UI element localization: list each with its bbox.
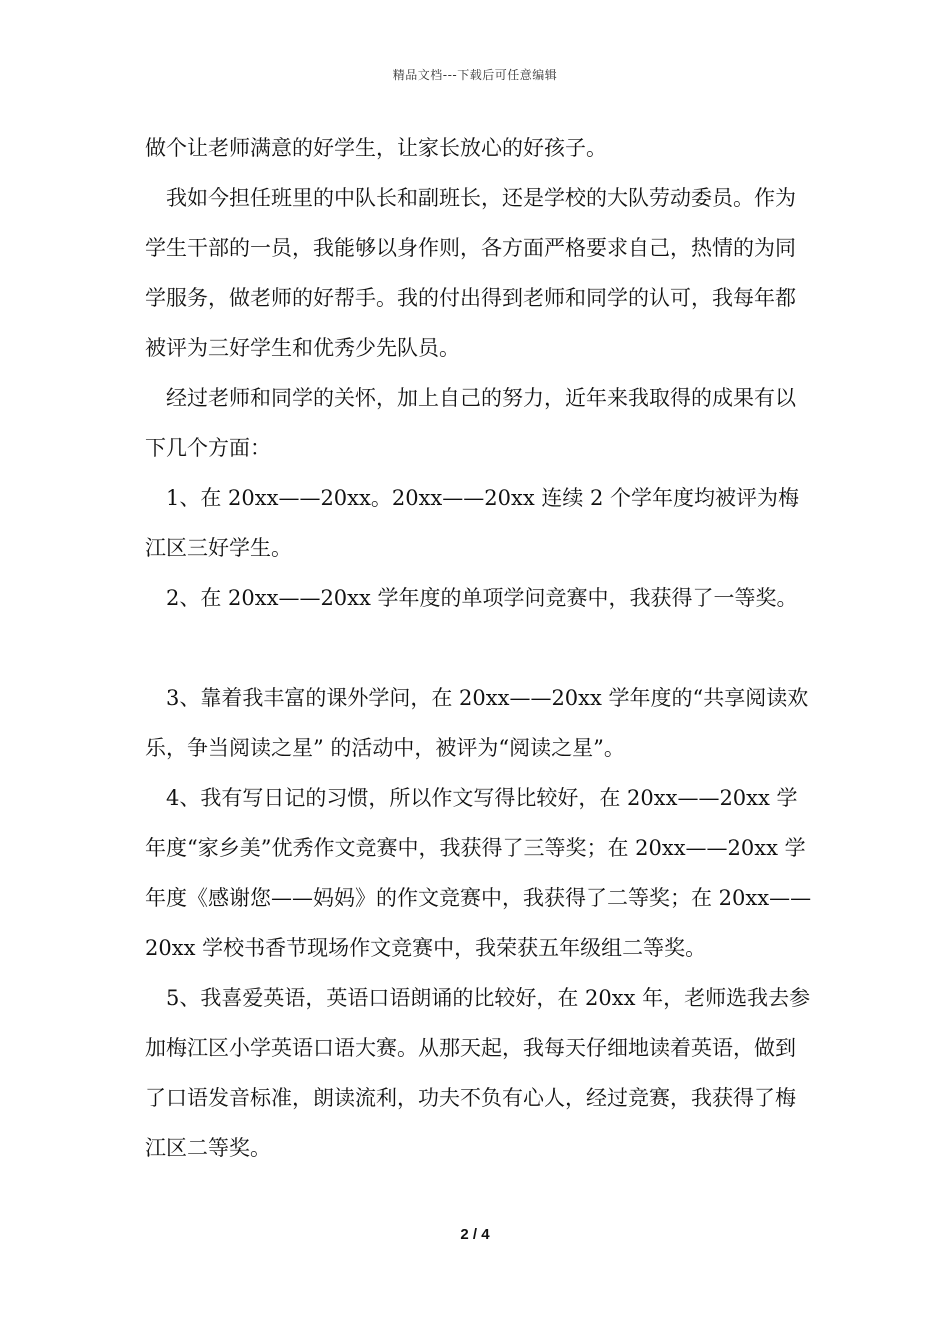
paragraph: 经过老师和同学的关怀，加上自己的努力，近年来我取得的成果有以下几个方面：: [145, 386, 796, 460]
spacer: [145, 623, 815, 673]
document-body: [145, 123, 815, 1173]
list-item: 5、我喜爱英语，英语口语朗诵的比较好，在 20xx 年，老师选我去参加梅江区小学英语口语大赛。从那天起，我每天仔细地读着英语，做到了口语发音标准，朗读流利，功夫不负有心人，经过竞赛，我获得了梅江区二等奖。: [145, 986, 811, 1160]
list-item: 3、靠着我丰富的课外学问，在 20xx——20xx 学年度的“共享阅读欢乐，争当阅读之星” 的活动中，被评为“阅读之星”。: [145, 686, 809, 760]
paragraph: 做个让老师满意的好学生，让家长放心的好孩子。: [145, 136, 607, 160]
page-number: 2 / 4: [460, 1226, 490, 1243]
list-item: 4、我有写日记的习惯，所以作文写得比较好，在 20xx——20xx 学年度“家乡美”优秀作文竞赛中，我获得了三等奖；在 20xx——20xx 学年度《感谢您——妈妈》的作文竞赛中，我获得了二等奖；在 20xx——20xx 学校书香节现场作文竞赛中，我荣获五年级组二等奖。: [145, 786, 812, 960]
list-item: 1、在 20xx——20xx。20xx——20xx 连续 2 个学年度均被评为梅江区三好学生。: [145, 486, 800, 560]
page-header: 精品文档---下载后可任意编辑: [392, 68, 558, 82]
paragraph: 我如今担任班里的中队长和副班长，还是学校的大队劳动委员。作为学生干部的一员，我能够以身作则，各方面严格要求自己，热情的为同学服务，做老师的好帮手。我的付出得到老师和同学的认可，我每年都被评为三好学生和优秀少先队员。: [145, 186, 796, 360]
list-item: 2、在 20xx——20xx 学年度的单项学问竞赛中，我获得了一等奖。: [166, 586, 798, 610]
